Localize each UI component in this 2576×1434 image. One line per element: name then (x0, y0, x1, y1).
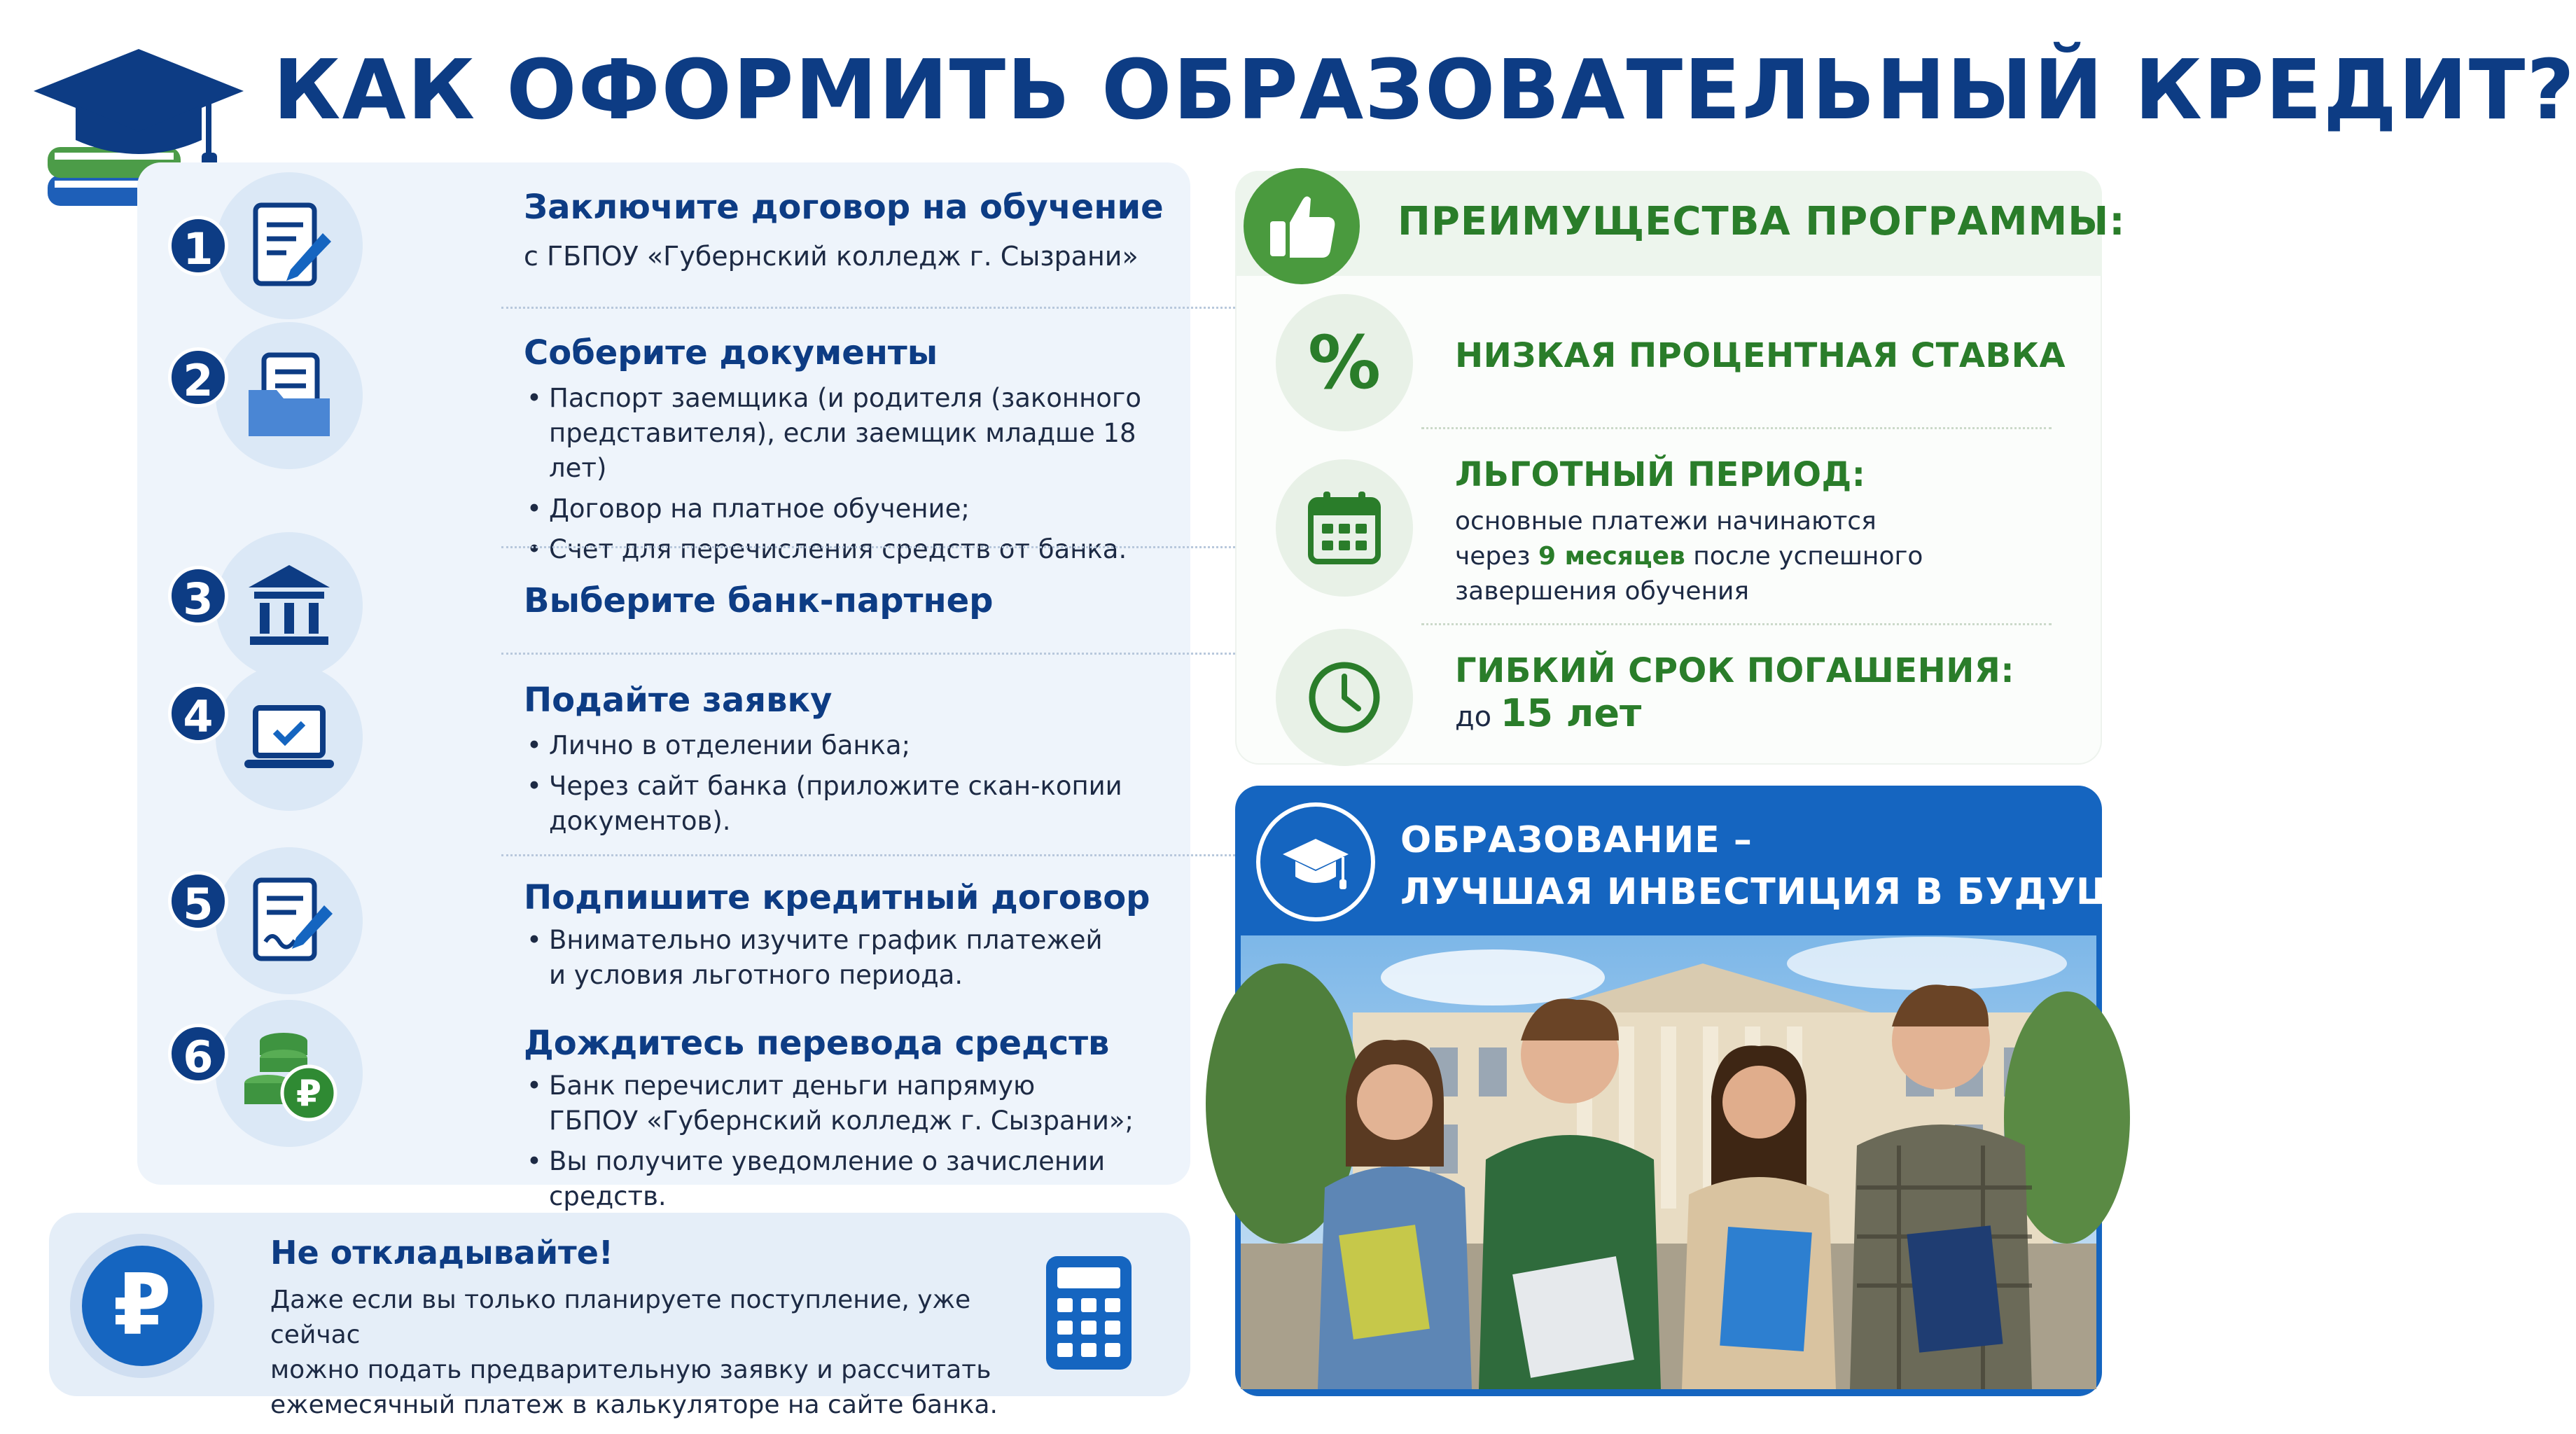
step-4-number: 4 (168, 683, 228, 744)
step-5-icon-circle (216, 847, 363, 994)
grace-period-value: 9 месяцев (1538, 542, 1685, 571)
benefit-2-text (1455, 504, 1923, 609)
step-6-number: 6 (168, 1024, 228, 1084)
benefit-2-line (1455, 539, 1923, 574)
page-title: КАК ОФОРМИТЬ ОБРАЗОВАТЕЛЬНЫЙ КРЕДИТ? (273, 41, 2576, 138)
text-span: после успешного (1685, 542, 1923, 571)
step-1-title: Заключите договор на обучение (524, 188, 1164, 227)
step-2-title: Соберите документы (524, 333, 938, 373)
list-item: • Банк перечислит деньги напрямую (524, 1068, 1190, 1104)
step-3-number: 3 (168, 566, 228, 626)
tip-line: ежемесячный платеж в калькуляторе на сайте банка. (270, 1391, 998, 1419)
step-5-bullets (524, 923, 1103, 998)
list-item (524, 416, 1190, 486)
step-6-icon-circle (216, 1000, 363, 1147)
list-item-cont: и условия льготного периода. (549, 960, 963, 990)
divider (501, 307, 1286, 309)
students-photo (1241, 935, 2096, 1389)
list-item: • Вы получите уведомление о зачислении средств. (524, 1144, 1190, 1214)
tip-text (270, 1283, 1054, 1423)
list-item-cont: представителя), если заемщик младше 18 лет) (549, 418, 1136, 483)
tip-line: можно подать предварительную заявку и рассчитать (270, 1356, 991, 1384)
benefit-2-title: ЛЬГОТНЫЙ ПЕРИОД: (1455, 455, 1866, 494)
list-item (524, 958, 1103, 993)
benefit-2-line: основные платежи начинаются (1455, 507, 1877, 536)
step-4-title: Подайте заявку (524, 681, 833, 720)
divider (501, 546, 1286, 548)
text-span: до (1455, 701, 1501, 733)
list-item (524, 1104, 1190, 1139)
divider (1421, 427, 2052, 429)
step-6-title: Дождитесь перевода средств (524, 1024, 1110, 1063)
graduation-cap-icon (1256, 802, 1375, 921)
laptop-check-icon (240, 688, 338, 786)
list-item-cont: документов). (549, 806, 731, 836)
list-item: • Через сайт банка (приложите скан-копии (524, 769, 1122, 804)
bank-building-icon (240, 557, 338, 655)
calendar-icon-circle (1276, 459, 1413, 597)
step-2-number: 2 (168, 347, 228, 408)
list-item: • Лично в отделении банка; (524, 728, 1122, 763)
benefits-title: ПРЕИМУЩЕСТВА ПРОГРАММЫ: (1398, 199, 2126, 244)
thumbs-up-icon (1244, 168, 1360, 284)
steps-panel (137, 162, 1190, 1211)
step-4-bullets (524, 728, 1122, 844)
step-6-bullets (524, 1068, 1190, 1220)
tip-title: Не откладывайте! (270, 1234, 613, 1272)
education-slogan-line-2: ЛУЧШАЯ ИНВЕСТИЦИЯ В БУДУЩЕЕ! (1400, 871, 2194, 913)
list-item-cont: ГБПОУ «Губернский колледж г. Сызрани»; (549, 1106, 1134, 1136)
ruble-icon (70, 1234, 214, 1378)
step-1-text: с ГБПОУ «Губернский колледж г. Сызрани» (524, 241, 1139, 272)
percent-icon (1302, 321, 1386, 405)
list-item (524, 804, 1122, 839)
contract-pen-icon (240, 197, 338, 295)
repayment-term-value: 15 лет (1500, 691, 1642, 735)
list-item: • Договор на платное обучение; (524, 492, 1190, 527)
step-1-icon-circle (216, 172, 363, 319)
list-item: • Счет для перечисления средств от банка. (524, 532, 1190, 567)
divider (501, 653, 1286, 655)
calendar-icon (1302, 486, 1386, 570)
divider (1421, 623, 2052, 625)
clock-icon-circle (1276, 629, 1413, 766)
step-3-title: Выберите банк-партнер (524, 581, 994, 620)
documents-folder-icon (240, 347, 338, 445)
percent-icon-circle (1276, 294, 1413, 431)
step-1-number: 1 (168, 216, 228, 276)
tip-line: Даже если вы только планируете поступление, уже сейчас (270, 1286, 971, 1349)
list-item: • Внимательно изучите график платежей (524, 923, 1103, 958)
step-5-number: 5 (168, 871, 228, 931)
benefit-3-text (1455, 691, 1642, 736)
education-slogan-line-1: ОБРАЗОВАНИЕ – (1400, 819, 1753, 861)
sign-document-icon (240, 872, 338, 970)
benefit-3-title: ГИБКИЙ СРОК ПОГАШЕНИЯ: (1455, 651, 2015, 690)
step-3-icon-circle (216, 532, 363, 679)
calculator-icon (1043, 1253, 1134, 1372)
svg-text:₽: ₽ (295, 1073, 322, 1115)
coins-ruble-icon (240, 1024, 338, 1122)
step-2-bullets (524, 381, 1190, 573)
clock-icon (1302, 655, 1386, 739)
step-5-title: Подпишите кредитный договор (524, 878, 1150, 917)
benefit-2-line: завершения обучения (1455, 577, 1750, 606)
divider (501, 854, 1286, 856)
step-4-icon-circle (216, 664, 363, 811)
benefit-1-title: НИЗКАЯ ПРОЦЕНТНАЯ СТАВКА (1455, 336, 2066, 375)
list-item: • Паспорт заемщика (и родителя (законного (524, 381, 1190, 416)
step-2-icon-circle (216, 322, 363, 469)
ruble-symbol: ₽ (82, 1246, 202, 1366)
svg-text:%: % (1307, 320, 1381, 405)
text-span: через (1455, 542, 1539, 571)
